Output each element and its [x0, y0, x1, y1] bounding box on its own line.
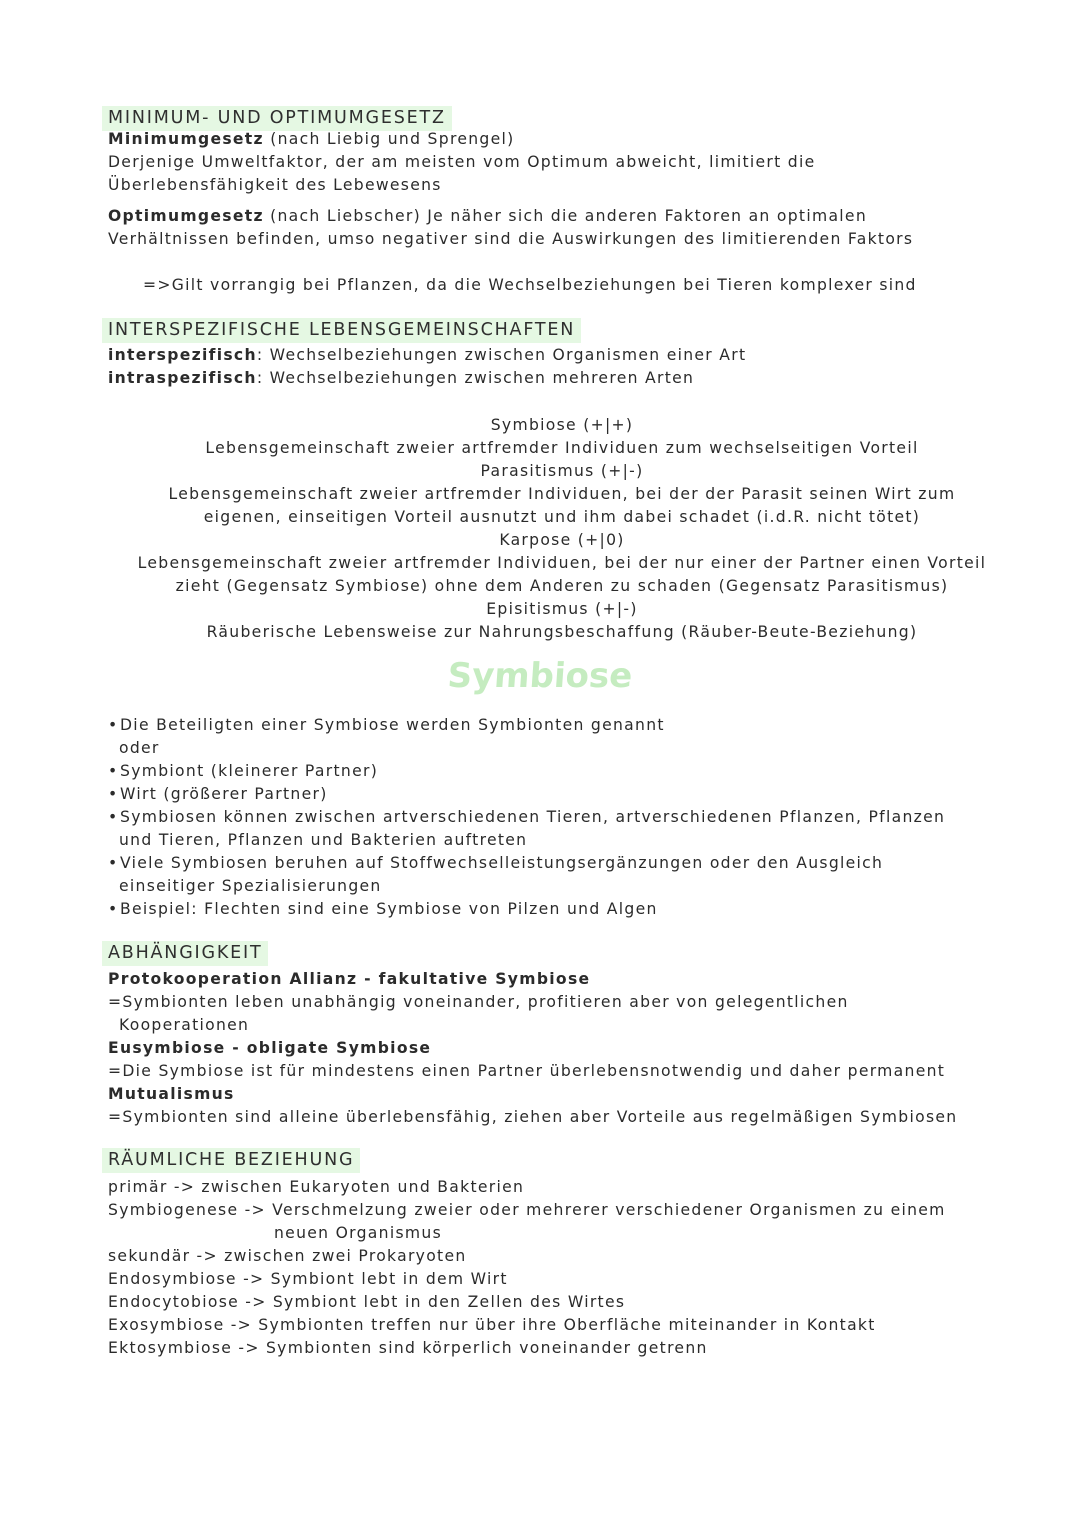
minimum-law-term: Minimumgesetz	[108, 130, 264, 148]
eusymbiose-term: Eusymbiose - obligate Symbiose	[108, 1039, 432, 1057]
list-item-continuation: einseitiger Spezialisierungen	[119, 877, 382, 895]
list-item-continuation: oder	[119, 739, 160, 757]
bullet-icon: •	[108, 716, 119, 734]
list-item: •Symbiont (kleinerer Partner)	[108, 760, 378, 783]
mutualismus-term: Mutualismus	[108, 1085, 235, 1103]
type-parasitismus-text-1: Lebensgemeinschaft zweier artfremder Individuen, bei der der Parasit seinen Wirt zum	[168, 485, 956, 503]
type-karpose-text-1: Lebensgemeinschaft zweier artfremder Individuen, bei der nur einer der Partner einen Vorteil	[137, 554, 987, 572]
type-episitismus: Episitismus (+|-)	[486, 600, 638, 618]
bullet-icon: •	[108, 785, 119, 803]
list-item: •Wirt (größerer Partner)	[108, 783, 328, 806]
intraspecific-term: intraspezifisch	[108, 369, 257, 387]
minimum-law-line	[108, 128, 515, 151]
plants-note: =>Gilt vorrangig bei Pflanzen, da die Wechselbeziehungen bei Tieren komplexer sind	[143, 276, 917, 294]
eusymbiose-text: =Die Symbiose ist für mindestens einen Partner überlebensnotwendig und daher permanent	[108, 1062, 946, 1080]
spatial-line: Endocytobiose -> Symbiont lebt in den Zellen des Wirtes	[108, 1293, 626, 1311]
minimum-law-text-1: Derjenige Umweltfaktor, der am meisten vom Optimum abweicht, limitiert die	[108, 153, 816, 171]
protocooperation-term: Protokooperation Allianz - fakultative Symbiose	[108, 970, 591, 988]
spatial-line: Exosymbiose -> Symbionten treffen nur über ihre Oberfläche miteinander in Kontakt	[108, 1316, 876, 1334]
optimum-law-term: Optimumgesetz	[108, 207, 264, 225]
spatial-line: primär -> zwischen Eukaryoten und Bakterien	[108, 1178, 525, 1196]
list-item: •Viele Symbiosen beruhen auf Stoffwechselleistungsergänzungen oder den Ausgleich	[108, 852, 883, 875]
mutualismus-text: =Symbionten sind alleine überlebensfähig, ziehen aber Vorteile aus regelmäßigen Symbiosen	[108, 1108, 958, 1126]
type-symbiose: Symbiose (+|+)	[490, 416, 634, 434]
type-parasitismus: Parasitismus (+|-)	[480, 462, 644, 480]
optimum-law-text-1: (nach Liebscher) Je näher sich die anderen Faktoren an optimalen	[263, 207, 868, 225]
protocooperation-text-2: Kooperationen	[119, 1016, 250, 1034]
interspecific-definition	[108, 344, 746, 367]
spatial-line: Endosymbiose -> Symbiont lebt in dem Wirt	[108, 1270, 508, 1288]
type-parasitismus-text-2: eigenen, einseitigen Vorteil ausnutzt und ihm dabei schadet (i.d.R. nicht tötet)	[203, 508, 921, 526]
list-item: •Symbiosen können zwischen artverschiedenen Tieren, artverschiedenen Pflanzen, Pflanzen	[108, 806, 945, 829]
optimum-law-text-2: Verhältnissen befinden, umso negativer sind die Auswirkungen des limitierenden Faktors	[108, 230, 914, 248]
interspecific-term: interspezifisch	[108, 346, 257, 364]
heading-minimum: MINIMUM- UND OPTIMUMGESETZ	[102, 106, 452, 131]
type-symbiose-text: Lebensgemeinschaft zweier artfremder Individuen zum wechselseitigen Vorteil	[205, 439, 919, 457]
heading-interspecific: INTERSPEZIFISCHE LEBENSGEMEINSCHAFTEN	[102, 318, 581, 343]
minimum-law-note: (nach Liebig und Sprengel)	[263, 130, 515, 148]
bullet-icon: •	[108, 900, 119, 918]
intraspecific-definition	[108, 367, 694, 390]
interspecific-text: : Wechselbeziehungen zwischen Organismen einer Art	[256, 346, 747, 364]
spatial-line: Ektosymbiose -> Symbionten sind körperlich voneinander getrenn	[108, 1339, 708, 1357]
list-item-continuation: und Tieren, Pflanzen und Bakterien auftreten	[119, 831, 528, 849]
list-item: •Die Beteiligten einer Symbiose werden Symbionten genannt	[108, 714, 665, 737]
intraspecific-text: : Wechselbeziehungen zwischen mehreren Arten	[256, 369, 695, 387]
heading-dependency: ABHÄNGIGKEIT	[102, 941, 268, 966]
type-karpose: Karpose (+|0)	[499, 531, 625, 549]
minimum-law-text-2: Überlebensfähigkeit des Lebewesens	[108, 176, 442, 194]
spatial-line: sekundär -> zwischen zwei Prokaryoten	[108, 1247, 467, 1265]
bullet-icon: •	[108, 808, 119, 826]
symbiose-title: Symbiose	[446, 656, 634, 696]
bullet-icon: •	[108, 762, 119, 780]
spatial-line-continuation: neuen Organismus	[274, 1224, 442, 1242]
type-karpose-text-2: zieht (Gegensatz Symbiose) ohne dem Anderen zu schaden (Gegensatz Parasitismus)	[175, 577, 949, 595]
bullet-icon: •	[108, 854, 119, 872]
spatial-line: Symbiogenese -> Verschmelzung zweier oder mehrerer verschiedener Organismen zu einem	[108, 1201, 946, 1219]
optimum-law-line	[108, 205, 867, 228]
list-item: •Beispiel: Flechten sind eine Symbiose von Pilzen und Algen	[108, 898, 658, 921]
type-episitismus-text: Räuberische Lebensweise zur Nahrungsbeschaffung (Räuber-Beute-Beziehung)	[206, 623, 918, 641]
heading-spatial: RÄUMLICHE BEZIEHUNG	[102, 1148, 360, 1173]
protocooperation-text-1: =Symbionten leben unabhängig voneinander, profitieren aber von gelegentlichen	[108, 993, 849, 1011]
